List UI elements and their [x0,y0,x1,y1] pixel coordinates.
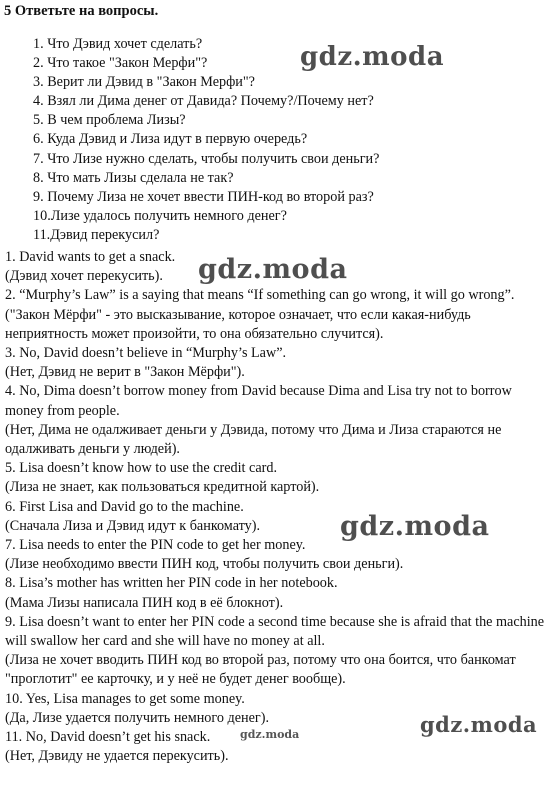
watermark: gdz.moda [198,254,348,285]
answer-russian: (Лиза не хочет вводить ПИН код во второй раз, потому что она боится, что банкомат "проглотит" ее карточку, и у неё не будет денег вообще). [5,652,516,688]
question-item: 11.Дэвид перекусил? [33,226,160,243]
answer-russian: (Мама Лизы написала ПИН код в её блокнот). [5,594,284,611]
answer-english: 5. Lisa doesn’t know how to use the credit card. [5,460,277,477]
answer-russian: (Лизе необходимо ввести ПИН код, чтобы получить свои деньги). [5,556,404,573]
watermark: gdz.moda [420,712,538,737]
answer-russian: ("Закон Мёрфи" - это высказывание, которое означает, что если какая-нибудь неприятность может произойти, то она обязательно случится). [5,306,471,342]
question-list [33,35,543,245]
answer-block [5,248,545,766]
answer-english: 3. No, David doesn’t believe in “Murphy’s Law”. [5,345,287,362]
answer-russian: (Нет, Дэвиду не удается перекусить). [5,748,229,765]
watermark: gdz.moda [240,728,300,741]
answer-russian: (Нет, Дима не одалживает деньги у Дэвида, потому что Дима и Лиза стараются не одалживать деньги у людей). [5,421,502,458]
question-item: 6. Куда Дэвид и Лиза идут в первую очередь? [33,131,308,148]
watermark: gdz.moda [340,511,490,542]
answer-english: 11. No, David doesn’t get his snack. [5,729,211,746]
answer-english: 1. David wants to get a snack. [5,249,176,265]
question-item: 4. Взял ли Дима денег от Давида? Почему?/Почему нет? [33,93,374,110]
answer-russian: (Сначала Лиза и Дэвид идут к банкомату). [5,517,260,534]
question-item: 8. Что мать Лизы сделала не так? [33,169,234,186]
answer-russian: (Дэвид хочет перекусить). [5,268,163,285]
answer-english: 9. Lisa doesn’t want to enter her PIN code a second time because she is afraid that the machine will swallow her card and she will have no money at all. [5,613,545,650]
question-item: 1. Что Дэвид хочет сделать? [33,36,203,52]
question-item: 3. Верит ли Дэвид в "Закон Мерфи"? [33,74,255,91]
question-item: 10.Лизе удалось получить немного денег? [33,207,287,224]
answer-english: 10. Yes, Lisa manages to get some money. [5,690,245,707]
question-item: 9. Почему Лиза не хочет ввести ПИН-код во второй раз? [33,188,374,205]
answer-russian: (Лиза не знает, как пользоваться кредитной картой). [5,479,320,496]
answer-english: 4. No, Dima doesn’t borrow money from David because Dima and Lisa try not to borrow money from people. [5,383,512,419]
answer-english: 2. “Murphy’s Law” is a saying that means “If something can go wrong, it will go wrong”. [5,287,515,304]
question-item: 2. Что такое "Закон Мерфи"? [33,55,208,72]
answer-russian: (Да, Лизе удается получить немного денег). [5,709,269,726]
answer-english: 8. Lisa’s mother has written her PIN code in her notebook. [5,575,338,592]
question-item: 5. В чем проблема Лизы? [33,112,186,129]
answer-russian: (Нет, Дэвид не верит в "Закон Мёрфи"). [5,364,245,381]
question-item: 7. Что Лизе нужно сделать, чтобы получить свои деньги? [33,150,380,167]
answer-english: 6. First Lisa and David go to the machine. [5,498,244,515]
answer-english: 7. Lisa needs to enter the PIN code to get her money. [5,537,306,554]
exercise-heading: 5 Ответьте на вопросы. [4,3,159,19]
watermark: gdz.moda [300,42,445,72]
